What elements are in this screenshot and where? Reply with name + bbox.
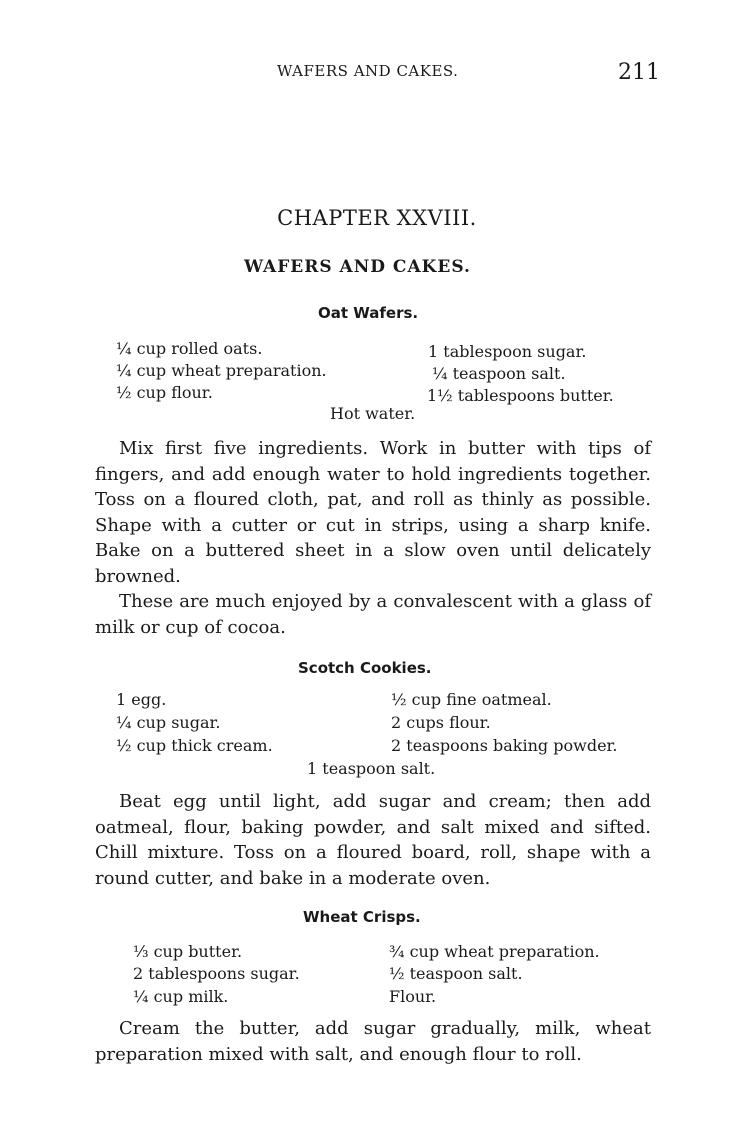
recipe-title-oat-wafers: Oat Wafers. [318, 304, 419, 322]
ingredient: ¼ cup milk. [133, 987, 229, 1006]
instructions-paragraph: Mix first five ingredients. Work in butter with tips of fingers, and add enough water to hold ingredients together. Toss on a floured cloth, pat, and roll as thinly as possible. Shape with a cutter or cut in strips, using a sharp knife. Bake on a buttered sheet in a slow oven until delicately browned. [95, 438, 651, 587]
ingredient: Flour. [389, 987, 437, 1006]
ingredient: ½ cup fine oatmeal. [391, 690, 552, 709]
ingredient: Hot water. [330, 404, 416, 423]
instructions-paragraph: Cream the butter, add sugar gradually, milk, wheat preparation mixed with salt, and enough flour to roll. [95, 1018, 651, 1065]
ingredient: 2 teaspoons baking powder. [391, 736, 618, 755]
ingredient: ½ cup flour. [116, 383, 213, 402]
recipe-title-wheat-crisps: Wheat Crisps. [303, 908, 421, 926]
instructions-paragraph: Beat egg until light, add sugar and cream; then add oatmeal, flour, baking powder, and salt mixed and sifted. Chill mixture. Toss on a floured board, roll, shape with a round cutter, and bake in a moderate oven. [95, 791, 651, 889]
ingredient: ¾ cup wheat preparation. [389, 942, 600, 961]
ingredient: 2 tablespoons sugar. [133, 964, 300, 983]
ingredient: 1 teaspoon salt. [307, 759, 436, 778]
ingredient: 2 cups flour. [391, 713, 491, 732]
ingredient: ¼ teaspoon salt. [432, 364, 566, 383]
ingredient: 1½ tablespoons butter. [427, 386, 614, 405]
ingredient: ¼ cup wheat preparation. [116, 361, 327, 380]
ingredient: 1 tablespoon sugar. [428, 342, 587, 361]
ingredient: ½ cup thick cream. [116, 736, 273, 755]
chapter-title: WAFERS AND CAKES. [244, 257, 471, 277]
chapter-heading: CHAPTER XXVIII. [277, 206, 477, 230]
ingredient: ¼ cup sugar. [116, 713, 221, 732]
ingredient: ¼ cup rolled oats. [116, 339, 263, 358]
recipe-title-scotch-cookies: Scotch Cookies. [298, 659, 432, 677]
running-head: WAFERS AND CAKES. [277, 62, 459, 80]
note-paragraph: These are much enjoyed by a convalescent with a glass of milk or cup of cocoa. [95, 591, 651, 638]
ingredient: 1 egg. [116, 690, 167, 709]
ingredient: ⅓ cup butter. [133, 942, 243, 961]
page-number: 211 [618, 60, 660, 85]
ingredient: ½ teaspoon salt. [389, 964, 523, 983]
